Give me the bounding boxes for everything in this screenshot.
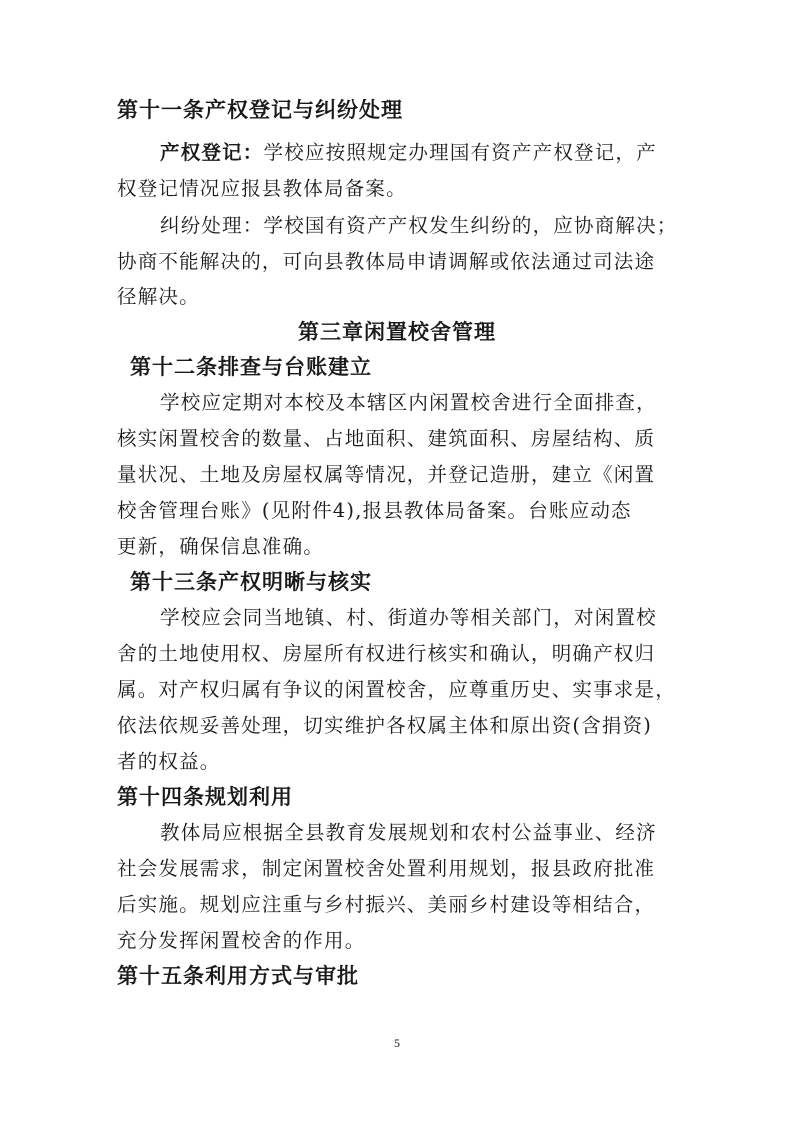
article-11-paragraph-1-line-2: 权登记情况应报县教体局备案。 [117, 177, 407, 200]
article-14-line: 充分发挥闲置校舍的作用。 [117, 929, 366, 952]
article-13-line: 学校应会同当地镇、村、街道办等相关部门，对闲置校 [160, 606, 657, 629]
article-14-line: 社会发展需求，制定闲置校舍处置利用规划，报县政府批准 [117, 857, 656, 880]
article-13-heading: 第十三条产权明晰与核实 [130, 570, 372, 594]
paragraph-text: 学校应按照规定办理国有资产产权登记，产 [263, 141, 657, 164]
article-15-heading: 第十五条利用方式与审批 [117, 964, 359, 988]
article-12-heading: 第十二条排查与台账建立 [130, 355, 372, 379]
article-14-line: 教体局应根据全县教育发展规划和农村公益事业、经济 [160, 821, 657, 844]
article-13-line: 者的权益。 [117, 750, 221, 773]
article-11-heading: 第十一条产权登记与纠纷处理 [117, 98, 403, 122]
article-14-heading: 第十四条规划利用 [117, 785, 293, 809]
article-12-line: 量状况、土地及房屋权属等情况，并登记造册，建立《闲置 [117, 463, 656, 486]
article-14-line: 后实施。规划应注重与乡村振兴、美丽乡村建设等相结合， [117, 893, 656, 916]
page-number: 5 [394, 1036, 400, 1050]
article-12-line: 校舍管理台账》(见附件4),报县教体局备案。台账应动态 [117, 499, 632, 522]
article-12-line: 学校应定期对本校及本辖区内闲置校舍进行全面排查， [160, 391, 657, 414]
property-registration-lead: 产权登记： [160, 141, 264, 164]
article-13-line: 依法依规妥善处理，切实维护各权属主体和原出资(含捐资) [117, 714, 653, 737]
article-11-paragraph-1-line-1 [160, 140, 657, 166]
article-11-paragraph-2-line-3: 径解决。 [117, 285, 200, 308]
article-12-line: 核实闲置校舍的数量、占地面积、建筑面积、房屋结构、质 [117, 427, 656, 450]
article-11-paragraph-2-line-2: 协商不能解决的，可向县教体局申请调解或依法通过司法途 [117, 250, 656, 273]
article-11-paragraph-2-line-1: 纠纷处理：学校国有资产产权发生纠纷的，应协商解决； [160, 214, 678, 237]
article-13-line: 舍的土地使用权、房屋所有权进行核实和确认，明确产权归 [117, 642, 656, 665]
article-12-line: 更新，确保信息准确。 [117, 535, 325, 558]
chapter-3-title: 第三章闲置校舍管理 [298, 320, 496, 344]
article-13-line: 属。对产权归属有争议的闲置校舍，应尊重历史、实事求是， [117, 678, 676, 701]
